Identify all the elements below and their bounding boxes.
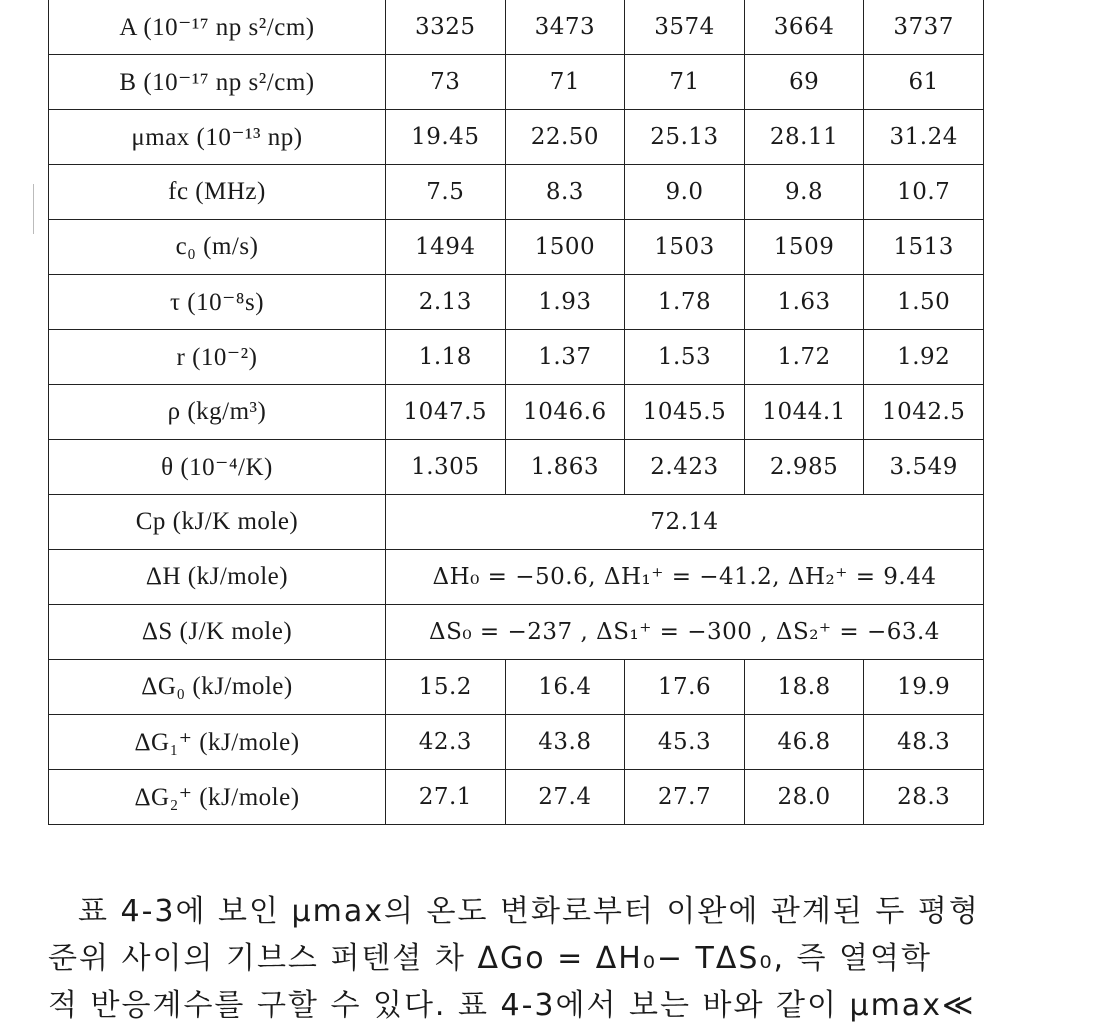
table-cell: 7.5 — [386, 165, 506, 220]
margin-mark — [33, 184, 34, 234]
table-cell: 1500 — [505, 220, 625, 275]
table-cell: 1509 — [744, 220, 864, 275]
table-cell: 28.11 — [744, 110, 864, 165]
table-cell: 22.50 — [505, 110, 625, 165]
table-row — [49, 385, 984, 440]
table-cell: 1503 — [625, 220, 745, 275]
table-row — [49, 165, 984, 220]
table-cell: 1.53 — [625, 330, 745, 385]
table-cell: 1044.1 — [744, 385, 864, 440]
table-cell: 1.78 — [625, 275, 745, 330]
table-cell: 61 — [864, 55, 984, 110]
table-cell: 45.3 — [625, 715, 745, 770]
table-cell: 3.549 — [864, 440, 984, 495]
row-label: c₀ (m/s) — [49, 220, 386, 275]
table-row — [49, 275, 984, 330]
table-cell: 1046.6 — [505, 385, 625, 440]
table-cell: 1.50 — [864, 275, 984, 330]
table-row — [49, 0, 984, 55]
row-label: A (10⁻¹⁷ np s²/cm) — [49, 0, 386, 55]
row-label: ΔG₀ (kJ/mole) — [49, 660, 386, 715]
table-row — [49, 110, 984, 165]
table-cell: 3574 — [625, 0, 745, 55]
row-label: fc (MHz) — [49, 165, 386, 220]
merged-cell: 72.14 — [386, 495, 984, 550]
row-label: θ (10⁻⁴/K) — [49, 440, 386, 495]
table-cell: 1.93 — [505, 275, 625, 330]
row-label: μmax (10⁻¹³ np) — [49, 110, 386, 165]
table-cell: 25.13 — [625, 110, 745, 165]
row-label: τ (10⁻⁸s) — [49, 275, 386, 330]
row-label: ΔH (kJ/mole) — [49, 550, 386, 605]
paragraph-line: 준위 사이의 기브스 퍼텐셜 차 ΔGo = ΔH₀− TΔS₀, 즉 열역학 — [48, 941, 932, 976]
row-label: ΔG₁⁺ (kJ/mole) — [49, 715, 386, 770]
table-cell: 69 — [744, 55, 864, 110]
table-cell: 3325 — [386, 0, 506, 55]
table-cell: 2.423 — [625, 440, 745, 495]
table-cell: 1.63 — [744, 275, 864, 330]
table-cell: 71 — [625, 55, 745, 110]
row-label: ΔG₂⁺ (kJ/mole) — [49, 770, 386, 825]
table-cell: 31.24 — [864, 110, 984, 165]
table-cell: 1.72 — [744, 330, 864, 385]
table-cell: 15.2 — [386, 660, 506, 715]
body-paragraph — [48, 888, 978, 1029]
row-label: Cp (kJ/K mole) — [49, 495, 386, 550]
table-cell: 3737 — [864, 0, 984, 55]
table-row — [49, 55, 984, 110]
table-cell: 9.8 — [744, 165, 864, 220]
table-cell: 48.3 — [864, 715, 984, 770]
table-cell: 1513 — [864, 220, 984, 275]
table-cell: 16.4 — [505, 660, 625, 715]
table-cell: 1.305 — [386, 440, 506, 495]
table-row — [49, 660, 984, 715]
table-cell: 1.863 — [505, 440, 625, 495]
merged-cell: ΔS₀ = −237 , ΔS₁⁺ = −300 , ΔS₂⁺ = −63.4 — [386, 605, 984, 660]
table-row — [49, 440, 984, 495]
row-label: ΔS (J/K mole) — [49, 605, 386, 660]
table-cell: 28.3 — [864, 770, 984, 825]
paragraph-line: 적 반응계수를 구할 수 있다. 표 4-3에서 보는 바와 같이 μmax≪ — [48, 988, 976, 1023]
table-cell: 1045.5 — [625, 385, 745, 440]
table-cell: 10.7 — [864, 165, 984, 220]
table-cell: 17.6 — [625, 660, 745, 715]
table-cell: 18.8 — [744, 660, 864, 715]
table-cell: 27.4 — [505, 770, 625, 825]
table-cell: 1.37 — [505, 330, 625, 385]
table-row — [49, 330, 984, 385]
table-cell: 19.9 — [864, 660, 984, 715]
table-cell: 2.985 — [744, 440, 864, 495]
table-row — [49, 770, 984, 825]
merged-cell: ΔH₀ = −50.6, ΔH₁⁺ = −41.2, ΔH₂⁺ = 9.44 — [386, 550, 984, 605]
table-cell: 1.92 — [864, 330, 984, 385]
table-cell: 46.8 — [744, 715, 864, 770]
table-cell: 9.0 — [625, 165, 745, 220]
table-cell: 42.3 — [386, 715, 506, 770]
row-label: B (10⁻¹⁷ np s²/cm) — [49, 55, 386, 110]
table-cell: 43.8 — [505, 715, 625, 770]
table-row — [49, 605, 984, 660]
table-cell: 1.18 — [386, 330, 506, 385]
row-label: ρ (kg/m³) — [49, 385, 386, 440]
table-cell: 3473 — [505, 0, 625, 55]
paragraph-line: 표 4-3에 보인 μmax의 온도 변화로부터 이완에 관계된 두 평형 — [78, 894, 980, 929]
table-cell: 1042.5 — [864, 385, 984, 440]
table-cell: 27.7 — [625, 770, 745, 825]
table-cell: 19.45 — [386, 110, 506, 165]
row-label: r (10⁻²) — [49, 330, 386, 385]
table-cell: 1047.5 — [386, 385, 506, 440]
table-row — [49, 715, 984, 770]
table-cell: 28.0 — [744, 770, 864, 825]
table-row — [49, 550, 984, 605]
table-cell: 2.13 — [386, 275, 506, 330]
table-cell: 27.1 — [386, 770, 506, 825]
table-row — [49, 495, 984, 550]
table-cell: 3664 — [744, 0, 864, 55]
table-cell: 73 — [386, 55, 506, 110]
table-cell: 8.3 — [505, 165, 625, 220]
table-cell: 71 — [505, 55, 625, 110]
table-row — [49, 220, 984, 275]
thermo-parameter-table — [48, 0, 984, 825]
table-cell: 1494 — [386, 220, 506, 275]
